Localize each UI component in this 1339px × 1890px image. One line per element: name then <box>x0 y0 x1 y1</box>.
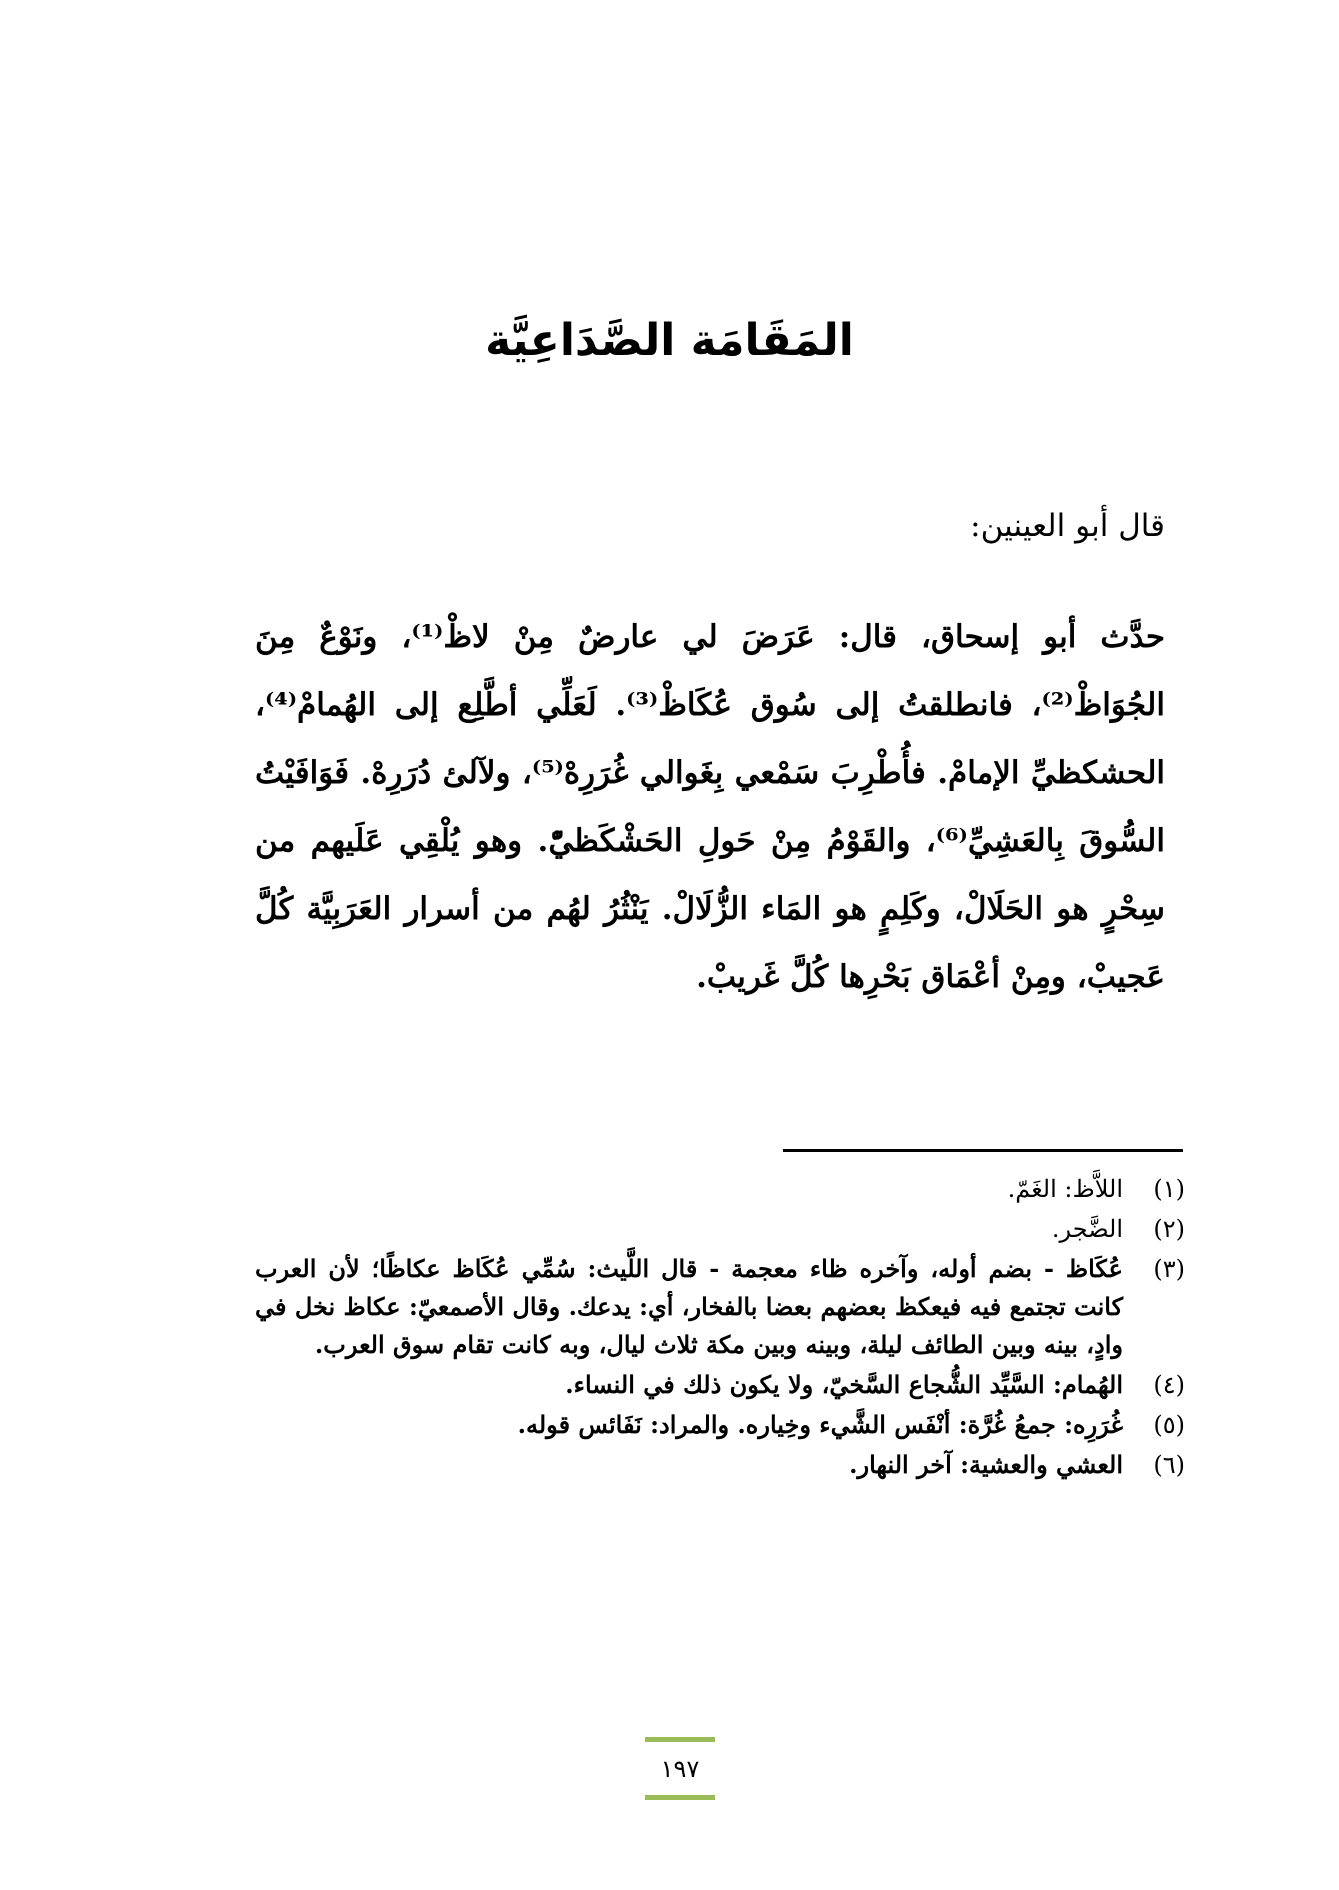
footnote-number: (٥) <box>1153 1411 1185 1439</box>
footnote-item <box>255 1406 1185 1444</box>
footnote-item <box>255 1366 1185 1404</box>
footnote-text: الهُمام: السَّيِّد الشُّجاع السَّخيّ، ولا يكون ذلك في النساء. <box>565 1370 1123 1399</box>
footnote-number: (٦) <box>1153 1451 1185 1479</box>
footnotes <box>255 1170 1185 1486</box>
footnote-number: (١) <box>1153 1175 1185 1203</box>
footnote-text: غُرَرِه: جمعُ غُرَّة: أنْفَس الشَّيء وخِياره. والمراد: نَفَائس قوله. <box>517 1410 1123 1439</box>
page-footer <box>645 1737 715 1800</box>
intro-line: قال أبو العينين: <box>970 508 1165 544</box>
page-number-top-rule <box>645 1737 715 1742</box>
page-number-bottom-rule <box>645 1795 715 1800</box>
footnote-text: الضَّجر. <box>1051 1215 1123 1243</box>
footnote-number: (٤) <box>1153 1371 1185 1399</box>
footnote-number: (٢) <box>1153 1215 1185 1243</box>
footnote-separator <box>783 1149 1183 1152</box>
footnote-number: (٣) <box>1153 1255 1185 1283</box>
footnote-item <box>255 1210 1185 1248</box>
page-number: ١٩٧ <box>660 1755 700 1783</box>
footnote-item <box>255 1170 1185 1208</box>
footnote-item <box>255 1250 1185 1364</box>
footnote-text: اللاَّظ: الغَمّ. <box>1007 1175 1123 1203</box>
footnote-item <box>255 1446 1185 1484</box>
footnote-text: العشي والعشية: آخر النهار. <box>849 1450 1123 1479</box>
maqama-title: المَقَامَة الصَّدَاعِيَّة <box>485 315 854 367</box>
narration-paragraph: حدَّث أبو إسحاق، قال: عَرَضَ لي عارضٌ مِنْ لاظْ⁽¹⁾، ونَوْعٌ مِنَ الجُوَاظْ⁽²⁾، فانطلقتُ إلى سُوق عُكَاظْ⁽³⁾. لَعَلِّي أطَّلِع إلى الهُمامْ⁽⁴⁾، الحشكظيِّ الإمامْ. فأُطْرِبَ سَمْعي بِغَوالي غُرَرِهْ⁽⁵⁾، ولآلئ دُرَرِهْ. فَوَافَيْتُ السُّوقَ بِالعَشِيِّ⁽⁶⁾، والقَوْمُ مِنْ حَولِ الحَشْكَظيّْ. وهو يُلْقِي عَلَيهم من سِحْرٍ هو الحَلَالْ، وكَلِمٍ هو المَاء الزُّلَالْ. يَنْثُرُ لهُم من أسرار العَرَبِيَّة كُلَّ عَجيبْ، ومِنْ أعْمَاق بَحْرِها كُلَّ غَريبْ. <box>255 619 1165 995</box>
footnote-text: عُكَاظ - بضم أوله، وآخره ظاء معجمة - قال اللَّيث: سُمِّي عُكَاظ عكاظًا؛ لأن العرب كانت تجتمع فيه فيعكظ بعضهم بعضا بالفخار، أي: يدعك. وقال الأصمعيّ: عكاظ نخل في وادٍ، بينه وبين الطائف ليلة، وبينه وبين مكة ثلاث ليال، وبه كانت تقام سوق العرب. <box>255 1254 1123 1359</box>
